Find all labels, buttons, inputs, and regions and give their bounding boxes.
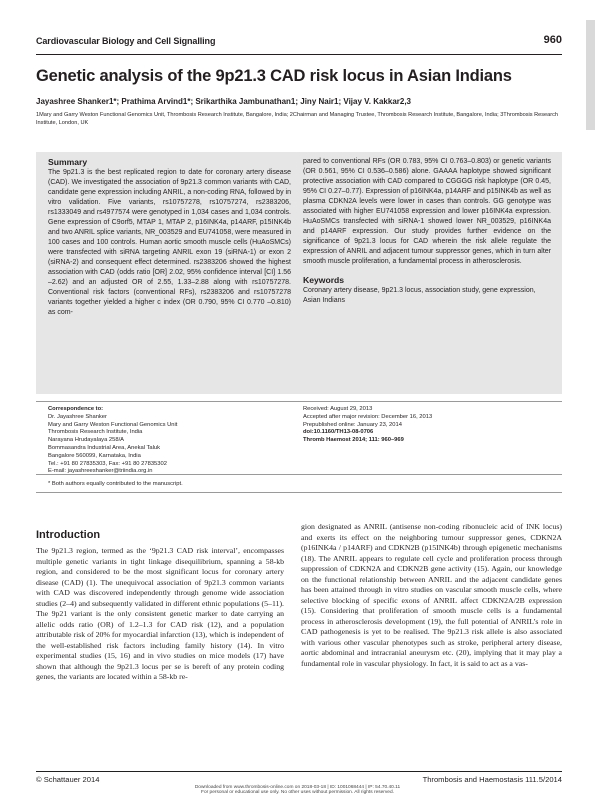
prepublished-date: Prepublished online: January 23, 2014	[303, 421, 402, 428]
correspondence-box	[36, 405, 562, 474]
header-divider	[36, 54, 562, 55]
correspondence-email[interactable]: E-mail: jayashreeshanker@triindia.org.in	[48, 468, 153, 475]
article-title: Genetic analysis of the 9p21.3 CAD risk locus in Asian Indians	[36, 67, 512, 85]
summary-column-right	[303, 157, 551, 306]
running-header	[36, 34, 562, 50]
correspondence-line: Narayana Hrudayalaya 258/A	[48, 437, 125, 444]
citation: Thromb Haemost 2014; 111: 960–969	[303, 437, 404, 444]
correspondence-divider	[36, 401, 562, 402]
download-line: Downloaded from www.thrombosis-online.com on 2018-03-18 | ID: 1001068444 | IP: 54.70.40.11	[194, 785, 401, 790]
keywords-heading: Keywords	[303, 275, 345, 285]
journal-issue: Thrombosis and Haemostasis 111.5/2014	[422, 775, 562, 784]
footnote-divider-bottom	[36, 492, 562, 493]
correspondence-line: Tel.: +91 80 27835303, Fax: +91 80 27835302	[48, 460, 167, 467]
author-list: Jayashree Shanker1*; Prathima Arvind1*; Srikarthika Jambunathan1; Jiny Nair1; Vijay V. Kakkar2,3	[36, 97, 411, 106]
summary-text-left: The 9p21.3 is the best replicated region to date for coronary artery disease (CAD). We investigated the association of 9p21.3 common variants with CAD, candidate gene expression including ANRIL, a non-coding RNA, followed by in vitro validation. Five variants, rs10757278, rs10757274, rs2383206, rs1333049 and rs4977574 were genotyped in 1,034 cases and 1,034 controls. Gene expression of C9orf5, MTAP 1, MTAP 2, p16INK4a, p14ARF, p15INK4b and two ANRIL splice variants, NR_003529 and EU741058, were measured in 100 cases and 100 controls. Human aortic smooth muscle cells (HuAoSMCs) were transfected with siRNA targeting ANRIL exon 19 (siRNA-1) or exon 2 (siRNA-2) and consequent effect determined. rs2383206 showed the highest association with CAD (odds ratio [OR] 2.02, 95% confidence interval [CI] 1.56 –2.62) and an adjusted OR of 2.55, 1.33–2.88 along with rs10757278. Conventional risk factors (conventional RFs), rs2383206 and rs10757278 variants together yielded a higher c index (OR 0.790, 95% CI 0.770 –0.810) as com-	[48, 169, 291, 316]
correspondence-address	[48, 406, 288, 476]
introduction-heading: Introduction	[36, 529, 101, 541]
accepted-date: Accepted after major revision: December 16, 2013	[303, 413, 433, 420]
doi-link[interactable]: doi:10.1160/TH13-08-0706	[303, 429, 374, 436]
correspondence-line: Mary and Garry Weston Functional Genomics Unit	[48, 421, 178, 428]
correspondence-line: Thrombosis Research Institute, India	[48, 429, 143, 436]
summary-heading: Summary	[48, 157, 88, 167]
usage-line: For personal or educational use only. No other uses without permission. All rights reserved.	[201, 790, 394, 794]
summary-text-right: pared to conventional RFs (OR 0.783, 95% CI 0.763–0.803) or genetic variants (OR 0.561, 95% CI 0.536–0.586) alone. GAAAA haplotype showed significant protective association with CAD compared to CGGGG risk haplotype (OR 0.45, 95% CI 0.27–0.77). Expression of p16INK4a, p14ARF and p15INK4b as well as plasma CDKN2A levels were lower in cases than controls. GG genotype was associated with higher EU741058 expression and lower p16INK4a expression. HuAoSMCs transfected with siRNA-1 showed lower NR_003529, p16INK4a and p14ARF expression. Our study provides further evidence on the significance of 9p21.3 locus for CAD wherein the risk allele regulate the expression of ANRIL and adjacent tumour suppressor genes, which in turn alter smooth muscle proliferation, a fundamental process in atherosclerosis.	[303, 158, 551, 265]
page-edge-tab	[586, 20, 595, 130]
footnote-divider	[36, 474, 562, 475]
introduction-column-right: gion designated as ANRIL (antisense non-coding ribonucleic acid of INK locus) and exerts its effect on the neighboring tumour suppressor genes, CDKN2A (p16INK4a / p14ARF) and CDKN2B (p15INK4b) through epigenetic mechanisms (18). The ANRIL appears to regulate cell cycle and proliferation process through suppression of CDKN2A and CDKN2B gene activity (15). Again, our knowledge on the functional relationship between ANRIL and the adjacent candidate genes has been attained through in vitro studies on vascular smooth muscle cells, where selective blocking of specific exons of ANRIL affect CDKN2A/2B expression (15). Considering that proliferation of smooth muscle cells is a fundamental process in atherosclerosis development (19), the full potential of ANRIL’s role in CAD pathogenesis is yet to be realised. The 9p21.3 risk allele is also associated with various other vascular phenotypes such as stroke, peripheral artery disease, aortic abdominal and intracranial aneurysm etc. (20), implying that it may play a fundamental role in vascular physiology. In fact, it is said to act as a vas-	[301, 522, 562, 668]
affiliations: 1Mary and Garry Weston Functional Genomics Unit, Thrombosis Research Institute, Bangalore, India; 2Chairman and Managing Trustee, Thrombosis Research Institute, Bangalore, India; 3Thrombosis Research Institute, London, UK	[36, 112, 559, 126]
correspondence-heading: Correspondence to:	[48, 406, 104, 412]
footer-divider	[36, 771, 562, 772]
journal-section: Cardiovascular Biology and Cell Signalling	[36, 36, 216, 46]
correspondence-line: Bangalore 560099, Karnataka, India	[48, 452, 141, 459]
received-date: Received: August 29, 2013	[303, 406, 373, 412]
introduction-column-left: The 9p21.3 region, termed as the ‘9p21.3 CAD risk interval’, encompasses multiple genetic variants in tight linkage disequilibrium, spanning a 58-kb region, and considered to be the most significant locus for coronary artery disease (CAD) (1). The unequivocal association of 9p21.3 common variants with CAD was discovered independently through genome wide association studies (2–4) and subsequently validated in different ethnic populations (5–11). The 9p21 variant is the only consistent genetic marker to date carrying an allelic odds ratio (OR) of 1.2–1.3 for CAD risk (12), and a population attributable risk of 20% for myocardial infarction (13), which is independent of the well-established risk factors including family history (14). In vitro experimental studies (15, 16) and in vivo studies on mice models (17) have shown that although the 9p21.3 locus per se is bereft of any protein coding genes, the variants are located within a 58-kb re-	[36, 546, 284, 681]
keywords-text: Coronary artery disease, 9p21.3 locus, association study, gene expression, Asian Indians	[303, 287, 536, 304]
summary-box	[36, 152, 562, 394]
correspondence-line: Dr. Jayashree Shanker	[48, 413, 107, 420]
download-notice	[0, 785, 595, 794]
page-number: 960	[543, 34, 562, 46]
correspondence-line: Bommasandra Industrial Area, Anekal Taluk	[48, 444, 161, 451]
publication-history	[303, 406, 553, 445]
copyright: © Schattauer 2014	[36, 775, 100, 784]
author-footnote: * Both authors equally contributed to the manuscript.	[48, 481, 183, 487]
summary-column-left	[48, 157, 291, 318]
